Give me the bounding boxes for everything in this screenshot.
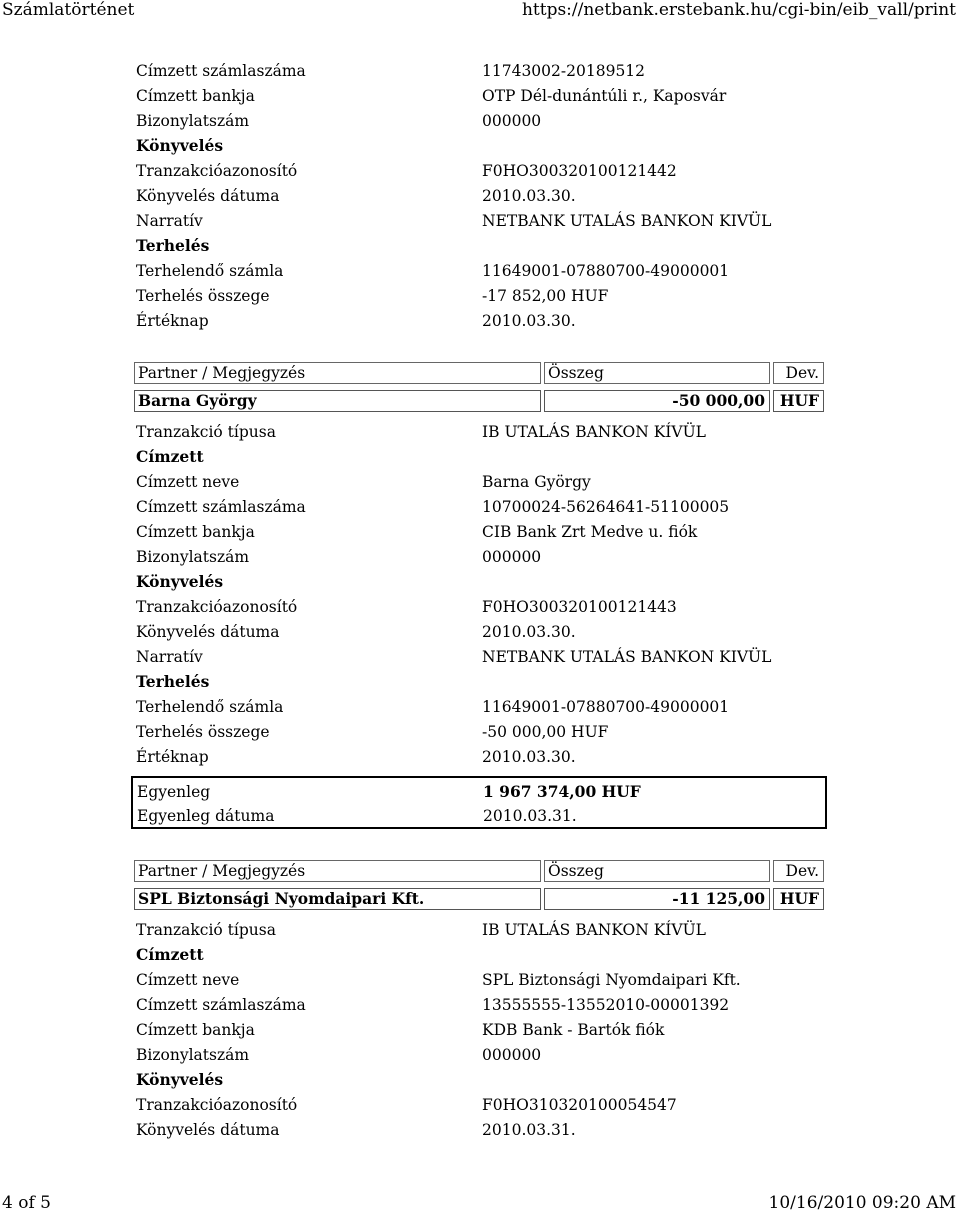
currency: HUF — [773, 888, 824, 910]
page-number: 4 of 5 — [2, 1193, 51, 1213]
col-header-partner: Partner / Megjegyzés — [134, 362, 541, 384]
col-header-dev: Dev. — [773, 860, 824, 882]
page-url: https://netbank.erstebank.hu/cgi-bin/eib_vall/print — [521, 0, 956, 20]
print-datetime: 10/16/2010 09:20 AM — [768, 1193, 956, 1213]
col-header-osszeg: Összeg — [544, 362, 770, 384]
balance-value: 1 967 374,00 HUF — [483, 782, 641, 801]
amount: -50 000,00 — [544, 390, 770, 412]
amount: -11 125,00 — [544, 888, 770, 910]
col-header-osszeg: Összeg — [544, 860, 770, 882]
col-header-partner: Partner / Megjegyzés — [134, 860, 541, 882]
print-footer — [0, 1193, 960, 1215]
currency: HUF — [773, 390, 824, 412]
partner-name: SPL Biztonsági Nyomdaipari Kft. — [134, 888, 541, 910]
balance-box: Egyenleg 1 967 374,00 HUF Egyenleg dátuma 2010.03.31. — [131, 776, 827, 829]
partner-name: Barna György — [134, 390, 541, 412]
print-header — [0, 0, 960, 22]
col-header-dev: Dev. — [773, 362, 824, 384]
page-title: Számlatörténet — [2, 0, 135, 20]
